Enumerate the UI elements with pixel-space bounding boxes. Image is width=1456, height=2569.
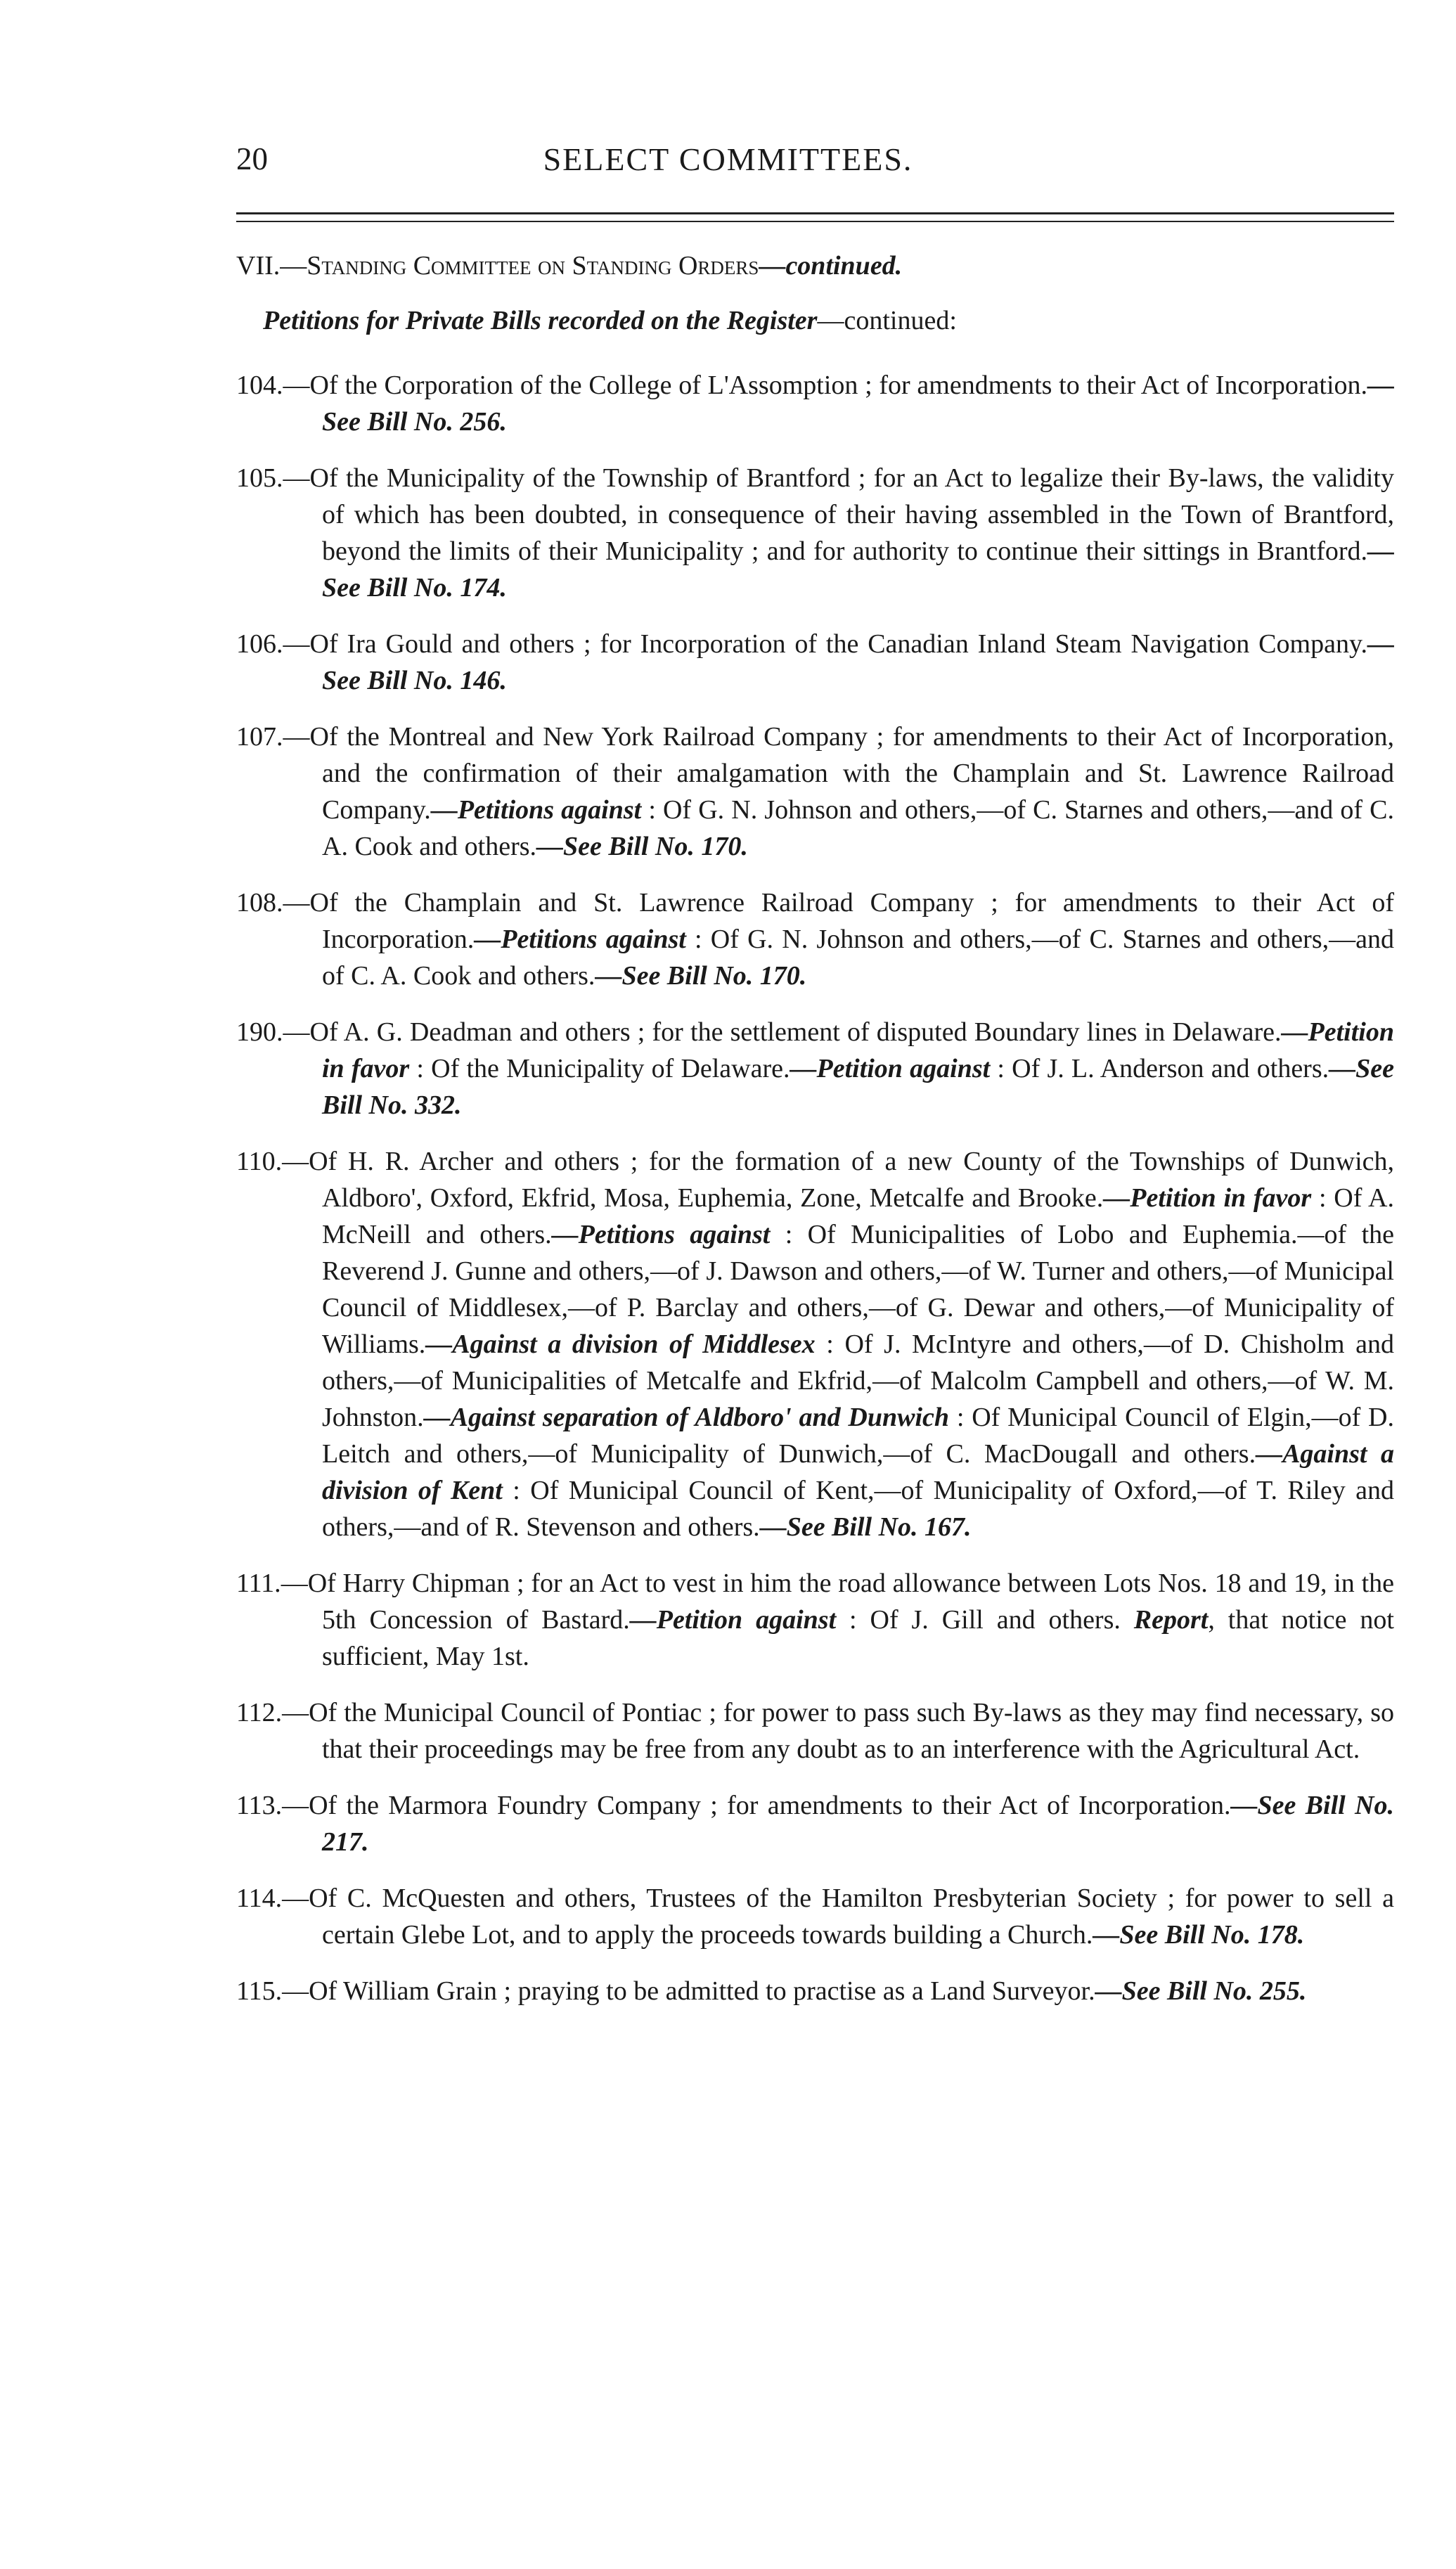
petition-number: 106. <box>236 629 283 659</box>
petition-reference: —Petition against <box>629 1605 837 1635</box>
petition-entry <box>236 1880 1394 1953</box>
petition-reference: Report <box>1133 1605 1209 1635</box>
petition-text: —Of A. G. Deadman and others ; for the settlement of disputed Boundary lines in Delaware. <box>283 1017 1282 1047</box>
petition-entry <box>236 1143 1394 1545</box>
petition-number: 111. <box>236 1569 281 1598</box>
petition-text: : Of J. McIntyre and others,—of D. Chisholm and others,—of Municipalities of Metcalfe and Ekfrid,—of Malcolm Campbell and others,—of W. M. Johnston. <box>322 1329 1394 1432</box>
petition-text: : Of the Municipality of Delaware. <box>409 1054 790 1083</box>
petition-reference: —Against separation of Aldboro' and Dunwich <box>423 1403 950 1432</box>
petition-text: —Of the Municipality of the Township of Brantford ; for an Act to legalize their By-laws, the validity of which has been doubted, in consequence of their having assembled in the Town of Brantford, beyond the limits of their Municipality ; and for authority to continue their sittings in Brantford. <box>283 463 1394 566</box>
petition-text: —Of Ira Gould and others ; for Incorporation of the Canadian Inland Steam Navigation Company. <box>283 629 1367 659</box>
subheading <box>263 302 1394 339</box>
petition-entry <box>236 1565 1394 1675</box>
petition-entry <box>236 626 1394 699</box>
petition-text: —Of the Municipal Council of Pontiac ; for power to pass such By-laws as they may find necessary, so that their proceedings may be free from any doubt as to an interference with the Agricultural Act. <box>282 1698 1394 1764</box>
petition-text: —Of the Corporation of the College of L'Assomption ; for amendments to their Act of Incorporation. <box>283 371 1367 400</box>
petition-reference: —See Bill No. 332. <box>322 1054 1394 1120</box>
petition-entry <box>236 1694 1394 1768</box>
petition-text: : Of G. N. Johnson and others,—of C. Starnes and others,—and of C. A. Cook and others. <box>322 925 1394 991</box>
subheading-continued: —continued: <box>817 306 957 335</box>
petition-entry <box>236 1973 1394 2009</box>
petition-reference: —See Bill No. 255. <box>1095 1976 1307 2006</box>
petition-number: 190. <box>236 1017 283 1047</box>
petition-reference: —See Bill No. 170. <box>536 832 748 861</box>
petition-reference: —See Bill No. 217. <box>322 1791 1394 1857</box>
petition-reference: —See Bill No. 146. <box>322 629 1394 695</box>
petition-reference: —Against a division of Middlesex <box>425 1329 816 1359</box>
petition-reference: —Petitions against <box>430 795 642 825</box>
petition-number: 115. <box>236 1976 283 2006</box>
section-continued: —continued. <box>759 251 903 281</box>
petition-entry <box>236 1787 1394 1860</box>
petition-reference: —See Bill No. 170. <box>595 961 807 991</box>
petition-reference: —See Bill No. 256. <box>322 371 1394 437</box>
section-heading <box>236 247 1394 284</box>
petition-entry <box>236 1014 1394 1123</box>
petition-number: 113. <box>236 1791 283 1820</box>
petition-number: 107. <box>236 722 283 752</box>
petition-reference: —Against a division of Kent <box>322 1439 1394 1505</box>
petition-number: 108. <box>236 888 283 918</box>
petition-reference: —Petitions against <box>551 1220 771 1249</box>
document-body <box>236 247 1394 2029</box>
page-number: 20 <box>236 141 268 176</box>
petition-text: : Of G. N. Johnson and others,—of C. Starnes and others,—and of C. A. Cook and others. <box>322 795 1394 861</box>
subheading-title: Petitions for Private Bills recorded on the Register <box>263 306 818 335</box>
petition-number: 110. <box>236 1147 283 1176</box>
petition-number: 104. <box>236 371 283 400</box>
petition-text: —Of H. R. Archer and others ; for the formation of a new County of the Townships of Dunwich, Aldboro', Oxford, Ekfrid, Mosa, Euphemia, Zone, Metcalfe and Brooke. <box>282 1147 1394 1213</box>
petition-text: —Of Harry Chipman ; for an Act to vest in him the road allowance between Lots Nos. 18 and 19, in the 5th Concession of Bastard. <box>281 1569 1394 1635</box>
petition-text: : Of Municipal Council of Elgin,—of D. Leitch and others,—of Municipality of Dunwich,—of C. MacDougall and others. <box>322 1403 1394 1469</box>
header-rule-bottom <box>236 221 1394 222</box>
page-header <box>0 141 1456 190</box>
petition-reference: —See Bill No. 174. <box>322 536 1394 603</box>
petition-entry <box>236 884 1394 994</box>
petition-entry <box>236 367 1394 440</box>
petition-text: : Of Municipalities of Lobo and Euphemia.—of the Reverend J. Gunne and others,—of J. Dawson and others,—of W. Turner and others,—of Municipal Council of Middlesex,—of P. Barclay and others,—of G. Dewar and others,—of Municipality of Williams. <box>322 1220 1394 1359</box>
petition-text: : Of Municipal Council of Kent,—of Municipality of Oxford,—of T. Riley and others,—and of R. Stevenson and others. <box>322 1476 1394 1542</box>
petition-text: —Of William Grain ; praying to be admitted to practise as a Land Surveyor. <box>282 1976 1095 2006</box>
section-title: VII.—Standing Committee on Standing Orders <box>236 251 759 281</box>
petition-reference: —Petition against <box>790 1054 991 1083</box>
petition-number: 112. <box>236 1698 283 1727</box>
petition-text: , that notice not sufficient, May 1st. <box>322 1605 1394 1671</box>
petition-text: —Of the Marmora Foundry Company ; for amendments to their Act of Incorporation. <box>282 1791 1231 1820</box>
petition-entry <box>236 719 1394 865</box>
petition-text: : Of J. L. Anderson and others. <box>990 1054 1329 1083</box>
running-title: SELECT COMMITTEES. <box>543 141 913 177</box>
petition-list <box>236 367 1394 2009</box>
petition-text: —Of the Champlain and St. Lawrence Railroad Company ; for amendments to their Act of Incorporation. <box>283 888 1394 954</box>
petition-text: —Of the Montreal and New York Railroad Company ; for amendments to their Act of Incorporation, and the confirmation of their amalgamation with the Champlain and St. Lawrence Railroad Company. <box>283 722 1394 825</box>
petition-reference: —Petitions against <box>474 925 686 954</box>
header-rule-top <box>236 212 1394 214</box>
petition-text: —Of C. McQuesten and others, Trustees of the Hamilton Presbyterian Society ; for power to sell a certain Glebe Lot, and to apply the proceeds towards building a Church. <box>282 1884 1394 1950</box>
petition-text: : Of J. Gill and others. <box>836 1605 1134 1635</box>
petition-number: 114. <box>236 1884 283 1913</box>
petition-reference: —See Bill No. 178. <box>1093 1920 1305 1950</box>
petition-reference: —Petition in favor <box>1103 1183 1312 1213</box>
petition-entry <box>236 460 1394 606</box>
petition-number: 105. <box>236 463 283 493</box>
petition-reference: —See Bill No. 167. <box>759 1512 972 1542</box>
petition-reference: —Petition in favor <box>322 1017 1394 1083</box>
petition-text: : Of A. McNeill and others. <box>322 1183 1394 1249</box>
